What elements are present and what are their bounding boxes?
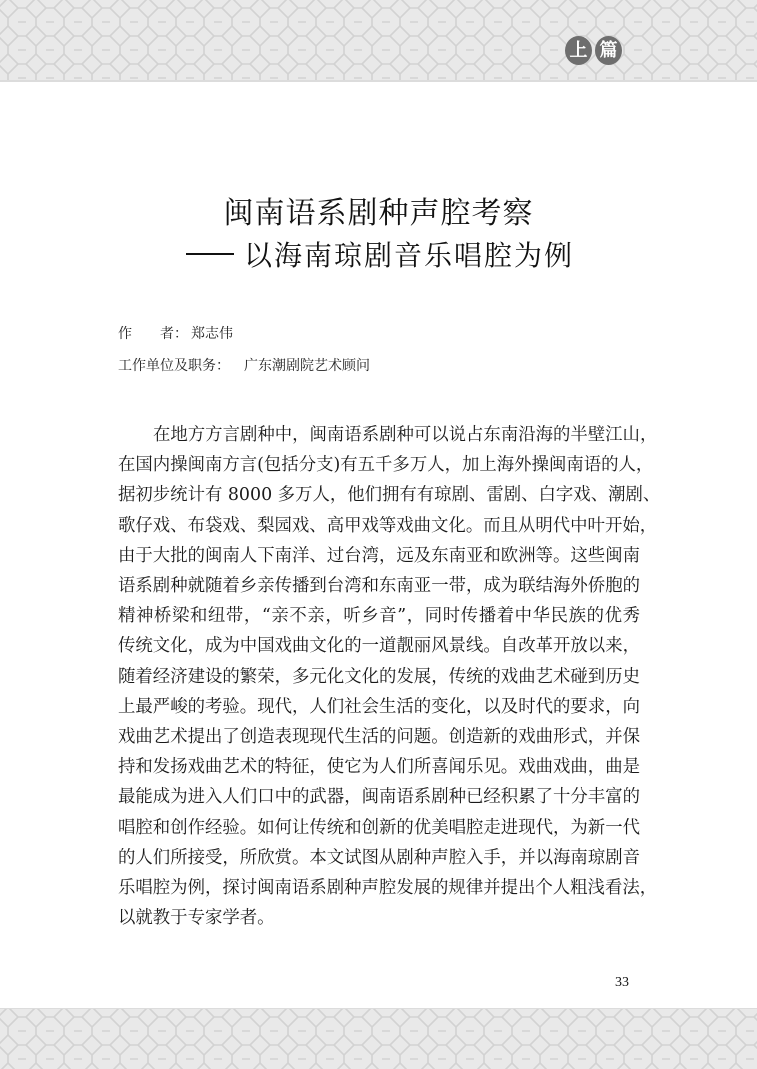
body-line: 随着经济建设的繁荣，多元化文化的发展，传统的戏曲艺术碰到历史 (118, 666, 640, 687)
body-line: 唱腔和创作经验。如何让传统和创新的优美唱腔走进现代，为新一代 (118, 817, 640, 838)
body-line: 由于大批的闽南人下南洋、过台湾，远及东南亚和欧洲等。这些闽南 (118, 545, 640, 566)
body-line: 戏曲艺术提出了创造表现现代生活的问题。创造新的戏曲形式，并保 (118, 727, 640, 748)
body-line: 持和发扬戏曲艺术的特征，使它为人们所喜闻乐见。戏曲戏曲，曲是 (118, 757, 640, 778)
affiliation-label: 工作单位及职务： (118, 358, 230, 374)
section-badge-char: 篇 (595, 36, 622, 65)
body-line: 据初步统计有 8000 多万人，他们拥有有琼剧、雷剧、白字戏、潮剧、 (118, 485, 661, 506)
em-dash-rule (186, 253, 234, 255)
body-line: 传统文化，成为中国戏曲文化的一道靓丽风景线。自改革开放以来， (118, 636, 640, 657)
body-line: 语系剧种就随着乡亲传播到台湾和东南亚一带，成为联结海外侨胞的 (118, 576, 640, 597)
article-body (118, 420, 661, 933)
article-title: 闽南语系剧种声腔考察 (223, 196, 534, 231)
header-pattern-band (0, 0, 757, 82)
footer-pattern-band (0, 1008, 757, 1069)
affiliation-value: 广东潮剧院艺术顾问 (244, 358, 370, 374)
article-subtitle: 以海南琼剧音乐唱腔为例 (244, 239, 575, 272)
section-badge-char: 上 (565, 36, 592, 65)
body-line: 的人们所接受，所欣赏。本文试图从剧种声腔入手，并以海南琼剧音 (118, 847, 640, 868)
body-line: 以就教于专家学者。 (118, 908, 275, 929)
author-name: 郑志伟 (191, 326, 233, 342)
affiliation-line (118, 355, 370, 375)
author-line (118, 323, 233, 343)
page-number: 33 (615, 975, 629, 990)
article-subtitle-row (186, 234, 574, 274)
lattice-pattern (0, 1009, 757, 1069)
body-line: 乐唱腔为例，探讨闽南语系剧种声腔发展的规律并提出个人粗浅看法， (118, 878, 658, 899)
body-line: 在国内操闽南方言(包括分支)有五千多万人，加上海外操闽南语的人， (118, 455, 654, 476)
section-badge (565, 36, 622, 65)
body-line: 上最严峻的考验。现代，人们社会生活的变化，以及时代的要求，向 (118, 696, 640, 717)
lattice-pattern (0, 0, 757, 80)
body-line: 在地方方言剧种中，闽南语系剧种可以说占东南沿海的半壁江山， (153, 425, 658, 445)
author-label: 作 者： (118, 326, 188, 342)
body-line: 歌仔戏、布袋戏、梨园戏、高甲戏等戏曲文化。而且从明代中叶开始， (118, 515, 658, 536)
body-line: 最能成为进入人们口中的武器，闽南语系剧种已经积累了十分丰富的 (118, 787, 640, 808)
body-line: 精神桥梁和纽带，“亲不亲，听乡音”，同时传播着中华民族的优秀 (118, 606, 640, 627)
